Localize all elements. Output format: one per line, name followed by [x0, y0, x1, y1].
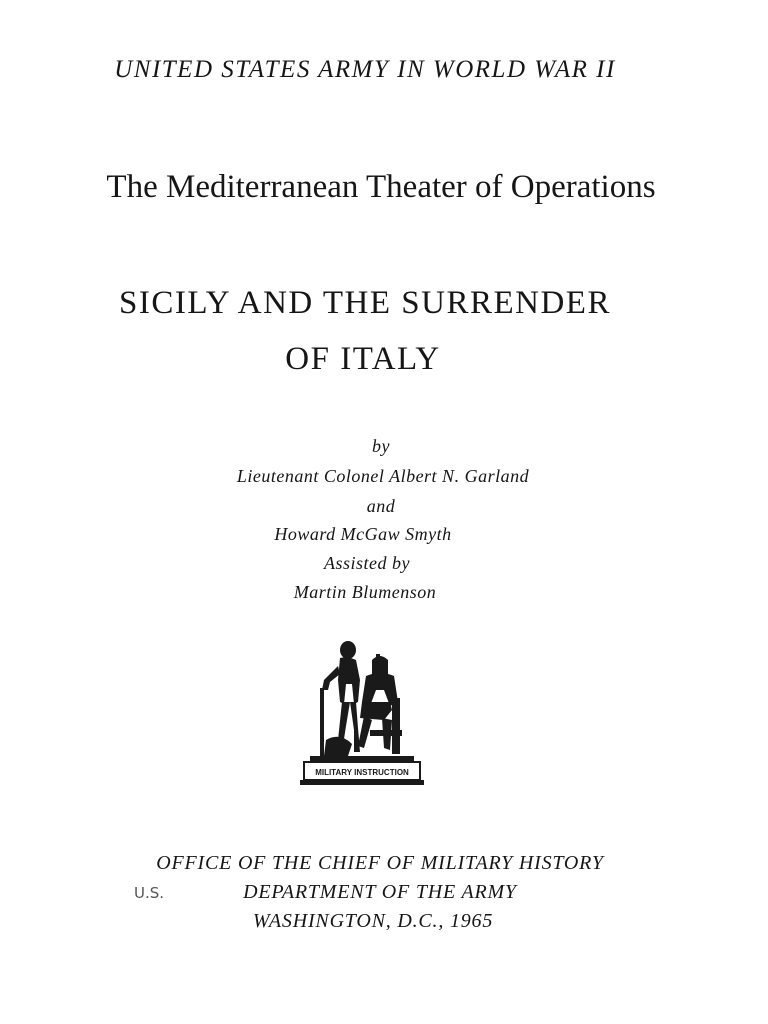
publisher-office: OFFICE OF THE CHIEF OF MILITARY HISTORY [156, 852, 604, 874]
subseries-title: The Mediterranean Theater of Operations [106, 169, 656, 205]
book-title-line-1: SICILY AND THE SURRENDER [119, 285, 611, 321]
by-label: by [372, 436, 390, 456]
series-title: UNITED STATES ARMY IN WORLD WAR II [114, 56, 616, 83]
publisher-department: DEPARTMENT OF THE ARMY [243, 881, 517, 903]
handwritten-annotation: U.S. [134, 884, 165, 902]
assisted-by-label: Assisted by [324, 553, 410, 573]
book-title-line-2: OF ITALY [285, 341, 441, 377]
author-blumenson: Martin Blumenson [293, 582, 437, 602]
author-smyth: Howard McGaw Smyth [274, 524, 452, 544]
emblem-caption: MILITARY INSTRUCTION [315, 768, 409, 777]
publication-place-year: WASHINGTON, D.C., 1965 [252, 910, 494, 932]
author-garland: Lieutenant Colonel Albert N. Garland [236, 466, 530, 486]
and-label: and [366, 496, 396, 516]
military-instruction-statue-icon [300, 640, 424, 788]
